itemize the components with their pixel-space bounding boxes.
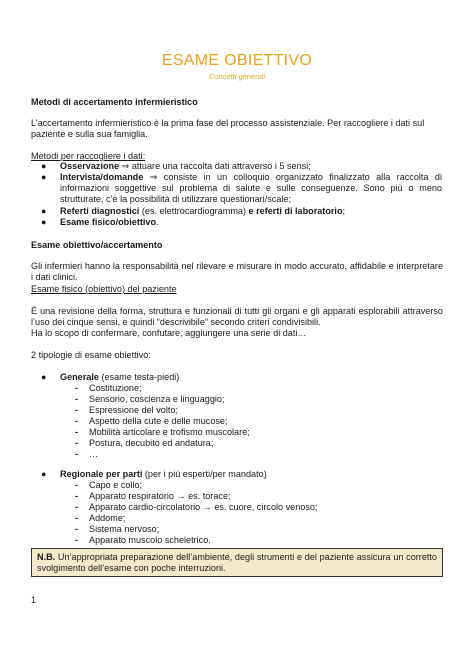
responsibility-paragraph: Gli infermieri hanno la responsabilità nel rilevare e misurare in modo accurato, affidabile e interpretare i dati clinici. — [31, 261, 443, 283]
bullet-bold: Osservazione — [60, 161, 120, 171]
bullet-bold: Generale — [60, 372, 99, 382]
methods-subheading: Metodi per raccogliere i dati: — [31, 151, 146, 161]
sub-list-item: - Apparato respiratorio → es. torace; — [75, 491, 231, 501]
bullet-icon: ● — [41, 161, 47, 171]
bullet-bold: Regionale per parti — [60, 469, 143, 479]
note-text: Un’appropriata preparazione dell’ambiente, degli strumenti e del paziente assicura un corretto svolgimento dell’esame con poche interruzioni. — [37, 552, 437, 574]
list-item-regionale — [41, 469, 442, 480]
section-heading-esame-obiettivo: Esame obiettivo/accertamento — [31, 240, 163, 250]
page-title: ESAME OBIETTIVO — [161, 52, 313, 69]
sub-list-item: - Capo e collo; — [75, 480, 143, 490]
list-item-esame-fisico — [41, 217, 442, 228]
bullet-text: (per i più esperti/per mandato) — [142, 469, 267, 479]
sub-list-item: - Apparato muscolo scheletrico. — [75, 535, 211, 545]
bullet-end: . — [156, 217, 159, 227]
sub-list-item: - Apparato cardio-circolatorio → es. cuore, circolo venoso; — [75, 502, 318, 512]
list-item-generale — [41, 372, 442, 383]
sub-list-item: - Mobilità articolare e trofismo muscolare; — [75, 427, 250, 437]
bullet-text: (es. elettrocardiogramma) — [139, 206, 249, 216]
bullet-icon: ● — [41, 469, 47, 479]
bullet-text: (esame testa-piedi) — [98, 372, 180, 382]
bullet-bold: Intervista/domande — [60, 172, 144, 182]
sub-list-item: - … — [75, 449, 99, 459]
bullet-bold: Esame fisico/obiettivo — [60, 217, 157, 227]
page-subtitle: Concetti generali — [208, 72, 266, 81]
intro-paragraph: L’accertamento infermieristico è la prima fase del processo assistenziale. Per raccogliere i dati sul paziente e sulla sua famiglia. — [31, 118, 425, 140]
list-item-osservazione — [41, 161, 442, 172]
sub-list-item: - Aspetto della cute e delle mucose; — [75, 416, 228, 426]
bullet-icon: ● — [41, 172, 47, 182]
sub-list-item: - Sensorio, coscienza e linguaggio; — [75, 394, 225, 404]
bullet-icon: ● — [41, 372, 47, 382]
bullet-bold-2: e referti di laboratorio — [248, 206, 343, 216]
purpose-paragraph: Ha lo scopo di confermare, confutare, aggiungere una serie di dati… — [31, 328, 307, 338]
bullet-icon: ● — [41, 217, 47, 227]
sub-list-item: - Espressione del volto; — [75, 405, 178, 415]
sub-list-item: - Sistema nervoso; — [75, 524, 160, 534]
bullet-icon: ● — [41, 206, 47, 216]
sub-list-item: - Costituzione; — [75, 383, 142, 393]
page-number: 1 — [31, 595, 37, 605]
types-intro: 2 tipologie di esame obiettivo: — [31, 350, 151, 360]
section-heading-metodi: Metodi di accertamento infermieristico — [31, 97, 198, 107]
sub-list-item: - Addome; — [75, 513, 126, 523]
definition-paragraph: È una revisione della forma, struttura e funzionali di tutti gli organi e gli apparati esplorabili attraverso l’uso dei cinque sensi, e quindi “descrivibile” secondo criteri condivisibili. — [31, 306, 443, 328]
bullet-text: ⇒ attuare una raccolta dati attraverso i 5 sensi; — [119, 161, 311, 171]
bullet-bold: Referti diagnostici — [60, 206, 140, 216]
bullet-end: ; — [342, 206, 346, 216]
bullet-text: ⇒ consiste in un colloquio organizzato finalizzato alla raccolta di informazioni soggettive sul problema di salute e sulle conseguenze. Sono più o meno strutturate, c’è la possibilità di utilizzare questionari/scale; — [60, 172, 442, 205]
note-label: N.B. — [37, 552, 56, 562]
section-heading-esame-fisico: Esame fisico (obiettivo) del paziente — [31, 284, 177, 294]
list-item-referti — [41, 206, 442, 217]
list-item-intervista — [41, 172, 442, 206]
note-box — [31, 548, 443, 577]
sub-list-item: - Postura, decubito ed andatura; — [75, 438, 214, 448]
